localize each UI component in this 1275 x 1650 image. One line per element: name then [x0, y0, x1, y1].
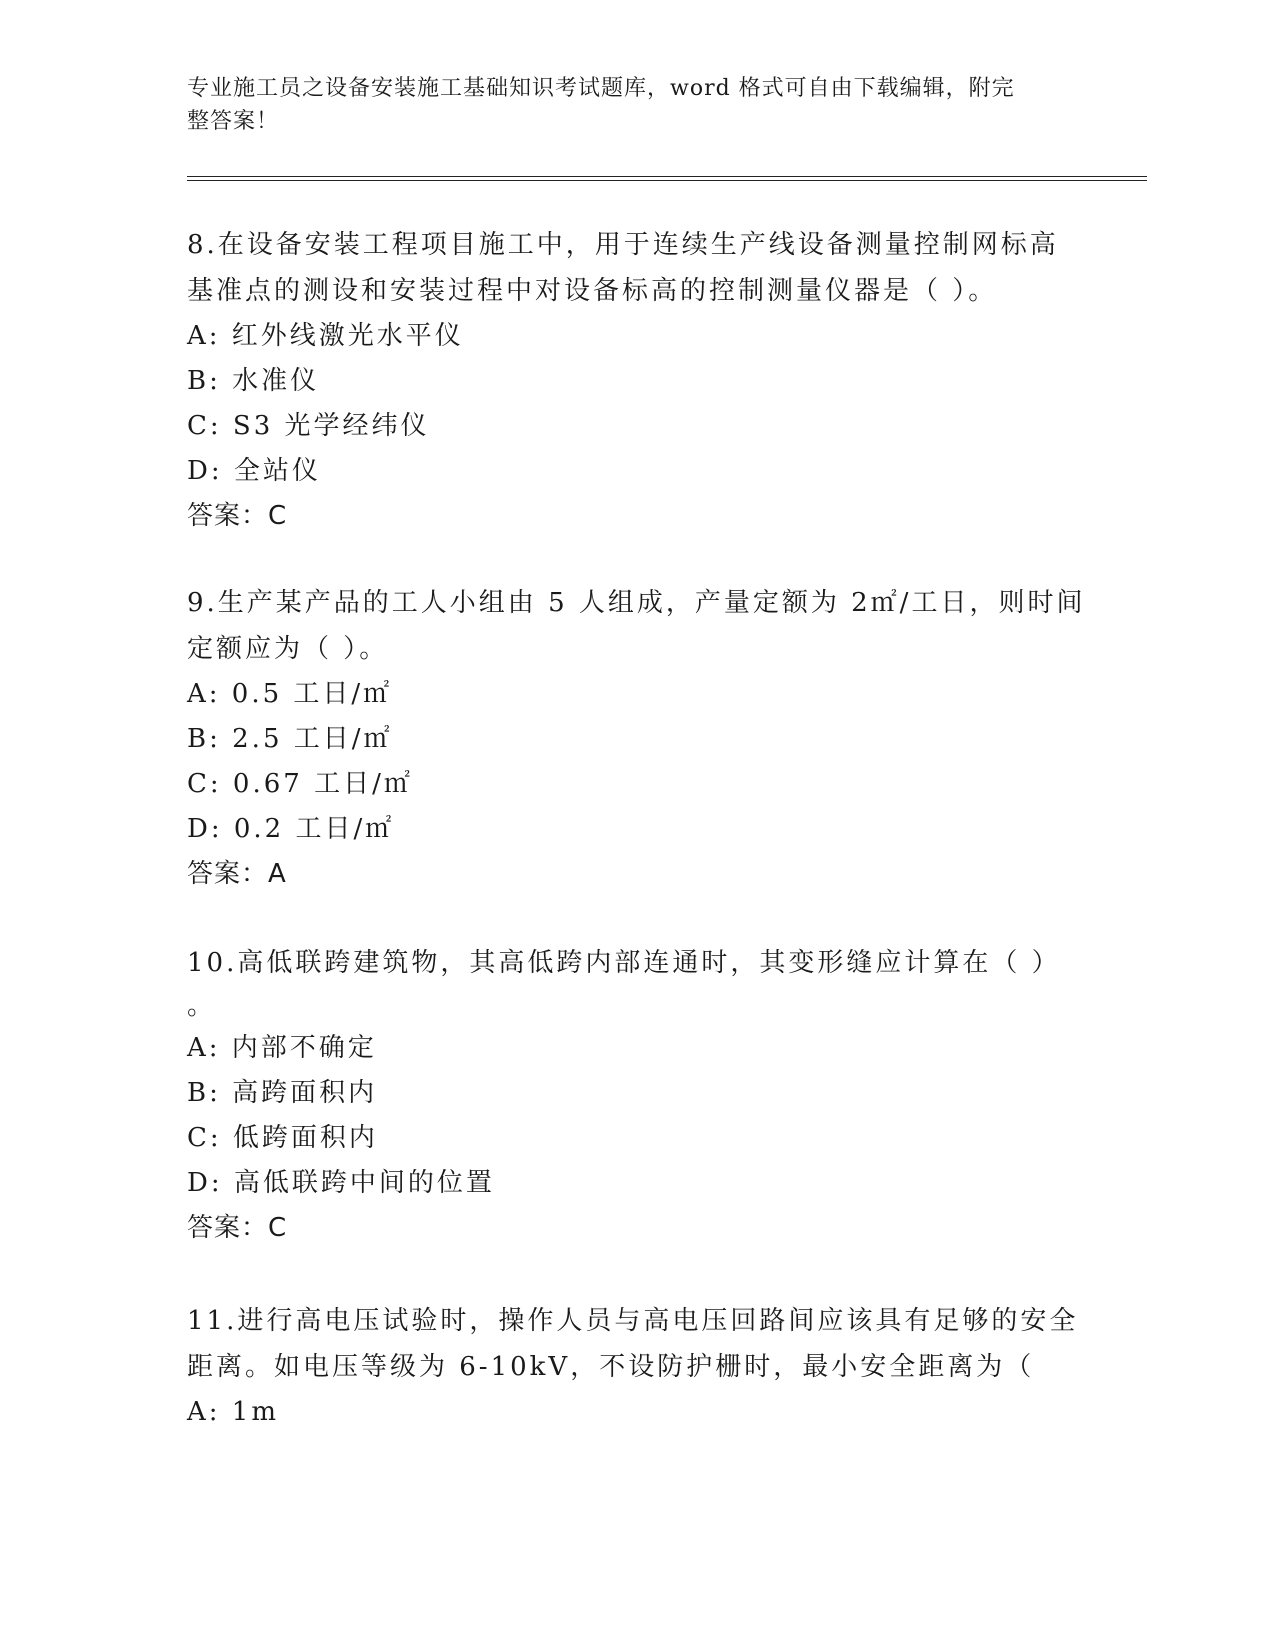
option-c: C: S3 光学经纬仪 [187, 411, 430, 441]
option-a: A: 红外线激光水平仪 [187, 321, 464, 351]
question-11 [187, 1298, 1087, 1435]
question-stem: 11.进行高电压试验时，操作人员与高电压回路间应该具有足够的安全 [187, 1306, 1079, 1336]
question-stem: 8.在设备安装工程项目施工中，用于连续生产线设备测量控制网标高 [187, 230, 1059, 260]
option-c: C: 低跨面积内 [187, 1123, 378, 1153]
document-page [187, 0, 1147, 1650]
question-stem: 。 [187, 991, 214, 1021]
header-double-rule [187, 176, 1147, 181]
option-c: C: 0.67 工日/㎡ [187, 769, 413, 799]
option-d: D: 高低联跨中间的位置 [187, 1168, 495, 1198]
question-8 [187, 222, 1087, 539]
document-header [187, 72, 1067, 138]
question-10 [187, 940, 1087, 1251]
option-d: D: 全站仪 [187, 456, 321, 486]
option-a: A: 内部不确定 [187, 1033, 377, 1063]
option-a: A: 0.5 工日/㎡ [187, 679, 393, 709]
question-stem: 10.高低联跨建筑物，其高低跨内部连通时，其变形缝应计算在（ ） [187, 948, 1061, 978]
option-b: B: 水准仪 [187, 366, 320, 396]
question-9 [187, 580, 1087, 897]
option-a: A: 1m [187, 1397, 279, 1427]
option-b: B: 2.5 工日/㎡ [187, 724, 393, 754]
answer: 答案：C [187, 1213, 288, 1243]
header-line-1: 专业施工员之设备安装施工基础知识考试题库，word 格式可自由下载编辑，附完 [187, 76, 1015, 101]
header-line-2: 整答案！ [187, 109, 280, 134]
question-stem: 距离。如电压等级为 6-10kV，不设防护栅时，最小安全距离为（ [187, 1352, 1035, 1382]
option-b: B: 高跨面积内 [187, 1078, 378, 1108]
question-stem: 基准点的测设和安装过程中对设备标高的控制测量仪器是（ ）。 [187, 276, 998, 306]
option-d: D: 0.2 工日/㎡ [187, 814, 395, 844]
question-stem: 9.生产某产品的工人小组由 5 人组成，产量定额为 2㎡/工日，则时间 [187, 588, 1086, 618]
answer: 答案：A [187, 859, 287, 889]
answer: 答案：C [187, 501, 288, 531]
question-stem: 定额应为（ ）。 [187, 634, 389, 664]
